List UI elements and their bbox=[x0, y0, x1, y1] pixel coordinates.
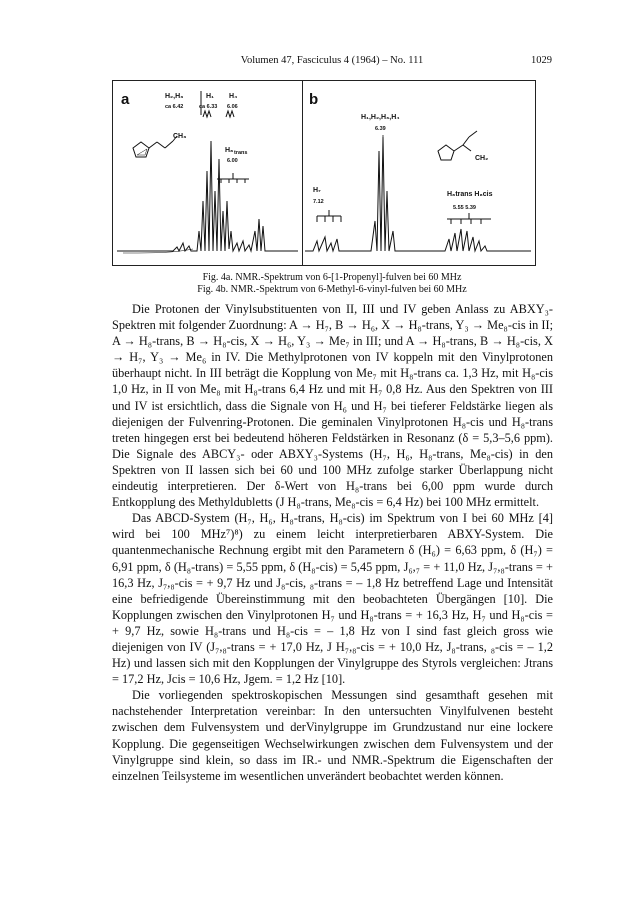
figure-captions bbox=[112, 272, 552, 295]
caption-a: Fig. 4a. NMR.-Spektrum von 6-[1-Propenyl]-fulven bei 60 MHz bbox=[202, 272, 462, 283]
fulvene-structure-b bbox=[438, 131, 477, 160]
label-h8-trans: H₈ bbox=[225, 147, 234, 154]
label-h4: H₄ bbox=[229, 93, 238, 100]
nmr-figure bbox=[112, 80, 536, 266]
caption-b: Fig. 4b. NMR.-Spektrum von 6-Methyl-6-vinyl-fulven bei 60 MHz bbox=[197, 283, 467, 295]
label-h1: H₁ bbox=[206, 93, 214, 100]
label-h2h3: H₂,H₃ bbox=[165, 93, 184, 100]
body-text bbox=[112, 301, 553, 784]
label-ch3: CH₃ bbox=[173, 133, 187, 140]
journal-info: Volumen 47, Fasciculus 4 (1964) – No. 111 bbox=[240, 55, 424, 66]
label-h2h3-shift: ca 6.42 bbox=[165, 104, 184, 110]
label-h8-trans-cis: H₈trans H₈cis bbox=[447, 191, 493, 198]
label-h8-shifts: 5.55 5.39 bbox=[453, 205, 476, 211]
label-ring-protons: H₁,H₂,H₃,H₄ bbox=[361, 114, 400, 121]
label-h8-trans-shift: 6.00 bbox=[227, 158, 238, 164]
panel-b-letter: b bbox=[309, 91, 319, 108]
spectrum-b-trace bbox=[305, 137, 531, 251]
spectra-drawing bbox=[113, 81, 535, 265]
panel-a-letter: a bbox=[121, 91, 130, 108]
fulvene-structure-a bbox=[133, 136, 177, 157]
label-ring-shift: 6.39 bbox=[375, 126, 386, 132]
label-h1-shift: ca 6.33 bbox=[199, 104, 218, 110]
label-h8-trans-sub: trans bbox=[234, 150, 248, 156]
label-h7-shift: 7.12 bbox=[313, 199, 324, 205]
label-h4-shift: 6.06 bbox=[227, 104, 238, 110]
paragraph-3: Die vorliegenden spektroskopischen Messungen sind gesamthaft gesehen mit nachstehender Interpretation vereinbar: In den untersuchten Vinylfulvenen besteht zwischen dem Fulvensystem und derVinylgruppe im Grundzustand nur eine lockere Kopplung. Die gegenseitigen Wechselwirkungen zwischen dem Fulvensystem und der Vinylgruppe sind klein, so dass im IR.- und NMR.-Spektrum die Eigenschaften der einzelnen Teilsysteme im wesentlichen unverändert beobachtet werden können. bbox=[112, 688, 553, 783]
paragraph-1: Die Protonen der Vinylsubstituenten von II, III und IV geben Anlass zu ABXY₃-Spektren mit folgender Zuordnung: A → H₇, B → H₆, X → H₈-trans, Y₃ → Me₈-cis in II; A → H₈-trans, B → H₈-cis, X → H₆, Y₃ → Me₇ in III; und A → H₈-trans, B → H₈-cis, X → H₇, Y₃ → Me₆ in IV. Die Methylprotonen von IV koppeln mit den Vinylprotonen überhaupt nicht. In III beträgt die Kopplung von Me₇ mit H₈-trans ca. 1,3 Hz, mit H₈-cis 1,0 Hz, in II von Me₈ mit H₈-trans 6,4 Hz und mit H₇ 0,8 Hz. Aus den Spektren von III und IV ist ersichtlich, dass die Signale von H₆ und H₇ bei tieferer Feldstärke liegen als diejenigen der Fulvenring-Protonen. Die geminalen Vinylprotonen H₈-cis und H₈-trans treten hingegen erst bei bedeutend höheren Feldstärken in Resonanz (δ = 5,3–5,6 ppm). Die Signale des ABCY₃- oder ABXY₃-Systems (H₇, H₆, H₈-trans, Me₈-cis) in den Spektren von II lassen sich bei 60 und 100 MHz zufolge starker Überlappung nicht eindeutig interpretieren. Der δ-Wert von H₈-trans bei 6,00 ppm wurde durch Entkopplung des Methyldubletts (J H₈-trans, Me₈-cis = 6,4 Hz) bei 100 MHz ermittelt. bbox=[112, 302, 553, 510]
label-h7: H₇ bbox=[313, 187, 321, 194]
label-ch2: CH₂ bbox=[475, 155, 489, 162]
page-number: 1029 bbox=[531, 55, 552, 66]
paragraph-2: Das ABCD-System (H₇, H₆, H₈-trans, H₈-cis) im Spektrum von I bei 60 MHz [4] wird bei 100 MHz⁷)⁸) zu einem leicht interpretierbaren ABXY-System. Die quantenmechanische Rechnung ergibt mit den Parametern δ (H₆) = 6,63 ppm, δ (H₇) = 6,91 ppm, δ (H₈-trans) = 5,55 ppm, δ (H₈-cis) = 5,45 ppm, J₆,₇ = + 11,0 Hz, J₇,₈-trans = + 16,3 Hz, J₇,₈-cis = + 9,7 Hz und J₈-cis, ₈-trans = – 1,8 Hz betreffend Lage und Intensität eine befriedigende Übereinstimmung mit den beobachteten Übergängen [10]. Die Kopplungen zwischen den Vinylprotonen H₇ und H₈-trans = + 16,3 Hz, H₇ und H₈-cis = + 9,7 Hz, sowie H₈-trans und H₈-cis = – 1,8 Hz von I sind fast gleich gross wie diejenigen von IV (J₇,₈-trans = + 17,0 Hz, J H₇,₈-cis = + 10,0 Hz, J₈-trans, ₈-cis = – 1,2 Hz) und lassen sich mit den Kopplungen der Vinylgruppe des Styrols vergleichen: Jtrans = 17,2 Hz, Jcis = 10,6 Hz, Jgem. = 1,2 Hz [10]. bbox=[112, 511, 553, 687]
